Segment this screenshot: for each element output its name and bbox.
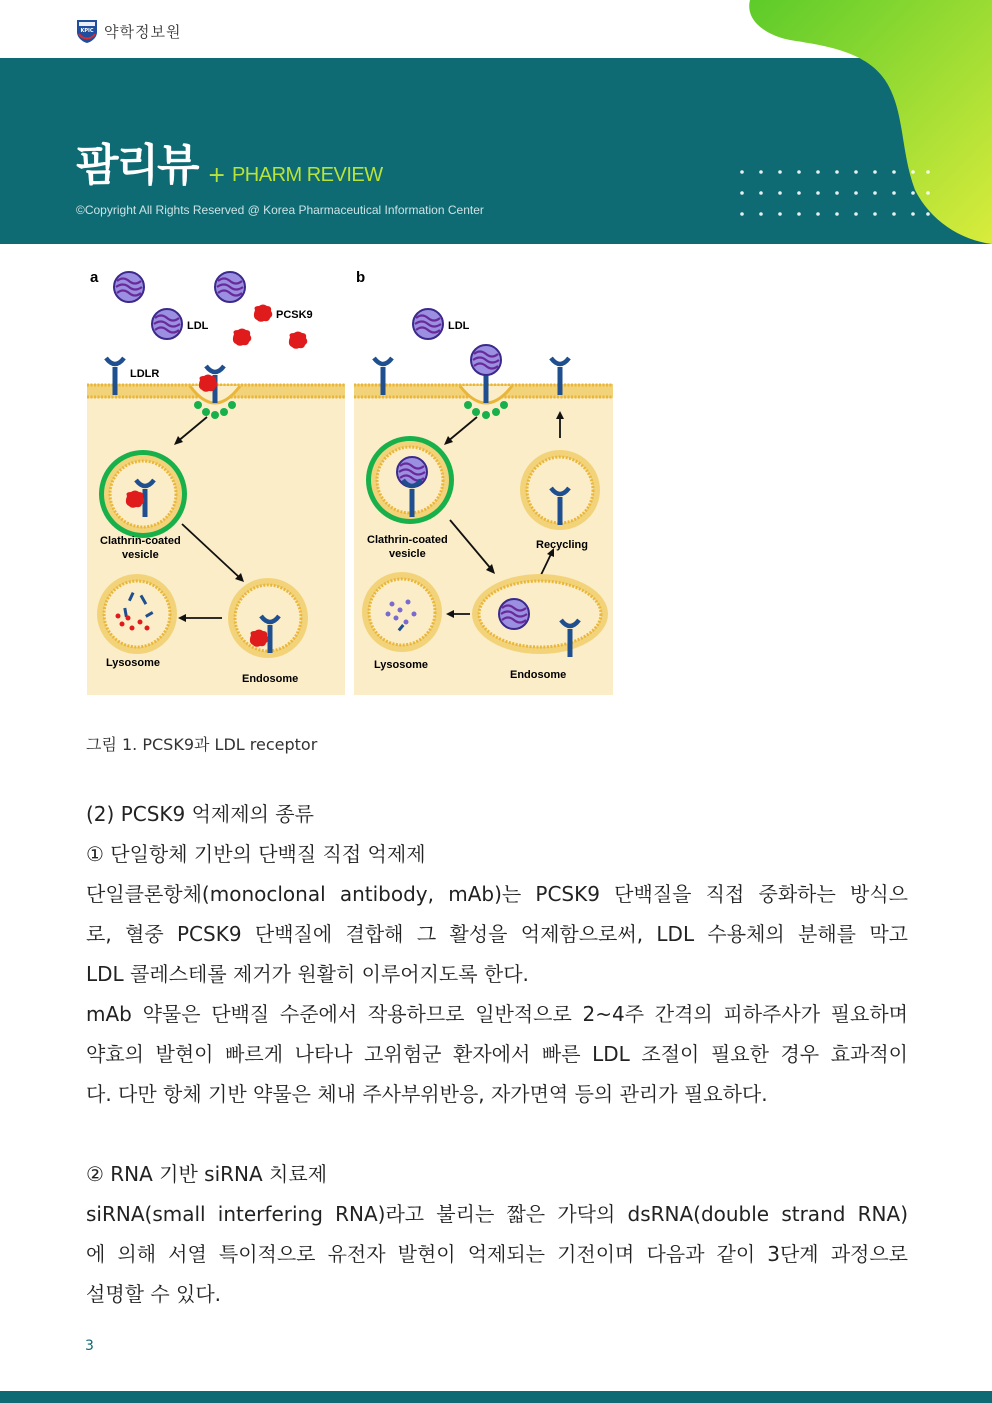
paragraph-line: 에 의해 서열 특이적으로 유전자 발현이 억제되는 기전이며 다음과 같이 3단계 과정으로: [86, 1242, 908, 1266]
panel-a-lysosome-label: Lysosome: [106, 657, 161, 669]
panel-b: [354, 269, 613, 695]
dot-grid: [740, 170, 930, 216]
paragraph-line: 설명할 수 있다.: [86, 1282, 221, 1306]
title-english: PHARM REVIEW: [231, 164, 383, 186]
footer-bar: [0, 1391, 992, 1403]
panel-a-letter: a: [90, 269, 99, 286]
panel-b-letter: b: [356, 269, 366, 286]
paragraph-line: 단일클론항체(monoclonal antibody, mAb)는 PCSK9 단백질을 직접 중화하는 방식으: [86, 882, 908, 906]
paragraph-line: 약효의 발현이 빠르게 나타나 고위험군 환자에서 빠른 LDL 조절이 필요한 경우 효과적이: [86, 1042, 908, 1066]
panel-a-vesicle-label-2: vesicle: [122, 549, 159, 561]
paragraph-line: LDL 콜레스테롤 제거가 원활히 이루어지도록 한다.: [86, 962, 529, 986]
title-korean: 팜리뷰: [76, 140, 198, 191]
panel-b-recycling-label: Recycling: [536, 539, 588, 551]
panel-b-vesicle-label-1: Clathrin-coated: [367, 534, 448, 546]
panel-a-vesicle-label-1: Clathrin-coated: [100, 535, 181, 547]
item2-heading: ② RNA 기반 siRNA 치료제: [86, 1162, 328, 1186]
panel-b-lysosome-label: Lysosome: [374, 659, 429, 671]
panel-b-ldl-label: LDL: [448, 320, 470, 332]
page-number: 3: [85, 1338, 94, 1354]
pcsk9-ldlr-figure: [82, 262, 617, 702]
item1-heading: ① 단일항체 기반의 단백질 직접 억제제: [86, 842, 426, 866]
svg-text:KPIC: KPIC: [80, 28, 94, 34]
panel-b-endosome-label: Endosome: [510, 669, 567, 681]
shield-emblem-icon: [76, 18, 98, 44]
title-plus: +: [207, 163, 226, 188]
section-heading: (2) PCSK9 억제제의 종류: [86, 802, 314, 826]
panel-b-vesicle-label-2: vesicle: [389, 548, 426, 560]
publication-title: [76, 140, 383, 192]
copyright-notice: ©Copyright All Rights Reserved @ Korea Pharmaceutical Information Center: [76, 203, 484, 217]
panel-a-ldl-label: LDL: [187, 320, 209, 332]
org-name: 약학정보원: [104, 22, 182, 41]
figure-caption: 그림 1. PCSK9과 LDL receptor: [86, 735, 318, 754]
panel-a-endosome-label: Endosome: [242, 673, 299, 685]
paragraph-line: mAb 약물은 단백질 수준에서 작용하므로 일반적으로 2~4주 간격의 피하주사가 필요하며: [86, 1002, 908, 1026]
paragraph-line: 다. 다만 항체 기반 약물은 체내 주사부위반응, 자가면역 등의 관리가 필요하다.: [86, 1082, 768, 1106]
org-logo[interactable]: [76, 18, 181, 44]
paragraph-line: 로, 혈중 PCSK9 단백질에 결합해 그 활성을 억제함으로써, LDL 수용체의 분해를 막고: [86, 922, 908, 946]
panel-a: [87, 269, 345, 695]
paragraph-line: siRNA(small interfering RNA)라고 불리는 짧은 가닥의 dsRNA(double strand RNA): [86, 1202, 908, 1226]
panel-a-pcsk9-label: PCSK9: [276, 309, 313, 321]
panel-a-ldlr-label: LDLR: [130, 368, 160, 380]
